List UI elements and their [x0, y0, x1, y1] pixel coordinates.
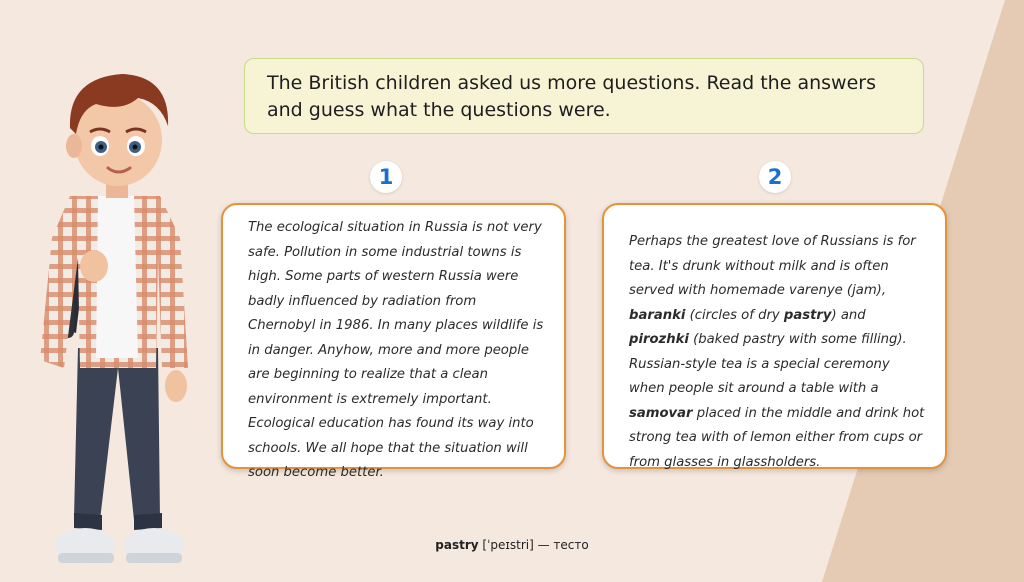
instruction-text: The British children asked us more questions. Read the answers and guess what the questions were.: [267, 72, 876, 121]
term-baranki: baranki: [629, 307, 686, 323]
boy-character-illustration: [30, 68, 215, 578]
footnote-transcription: [ˈpeɪstri] — тесто: [478, 538, 589, 552]
answer-text-2: Perhaps the greatest love of Russians is for tea. It's drunk without milk and is often served with homemade varenye (jam), baranki (circles of dry pastry) and pirozhki (baked pastry with some filling). Russian-style tea is a special ceremony when people sit around a table with a samovar placed in the middle and drink hot strong tea with of lemon either from cups or from glasses in glassholders.: [629, 234, 925, 470]
instruction-box: [244, 58, 924, 134]
vocabulary-footnote: [0, 538, 1024, 552]
footnote-word: pastry: [435, 538, 479, 552]
term-pastry: pastry: [783, 307, 832, 323]
term-samovar: samovar: [629, 405, 693, 421]
term-pirozhki: pirozhki: [629, 332, 689, 347]
answer-card-1: [221, 203, 566, 480]
card-number-1-badge: 1: [370, 161, 402, 193]
answer-card-2: [602, 203, 947, 469]
answer-text-1: The ecological situation in Russia is not very safe. Pollution in some industrial towns is high. Some parts of western Russia were badly influenced by radiation from Chernobyl in 1986. In many places wildlife is in danger. Anyhow, more and more people are beginning to realize that a clean environment is extremely important. Ecological education has found its way into schools. We all hope that the situation will soon become better.: [248, 220, 544, 480]
card-number-2-badge: 2: [759, 161, 791, 193]
